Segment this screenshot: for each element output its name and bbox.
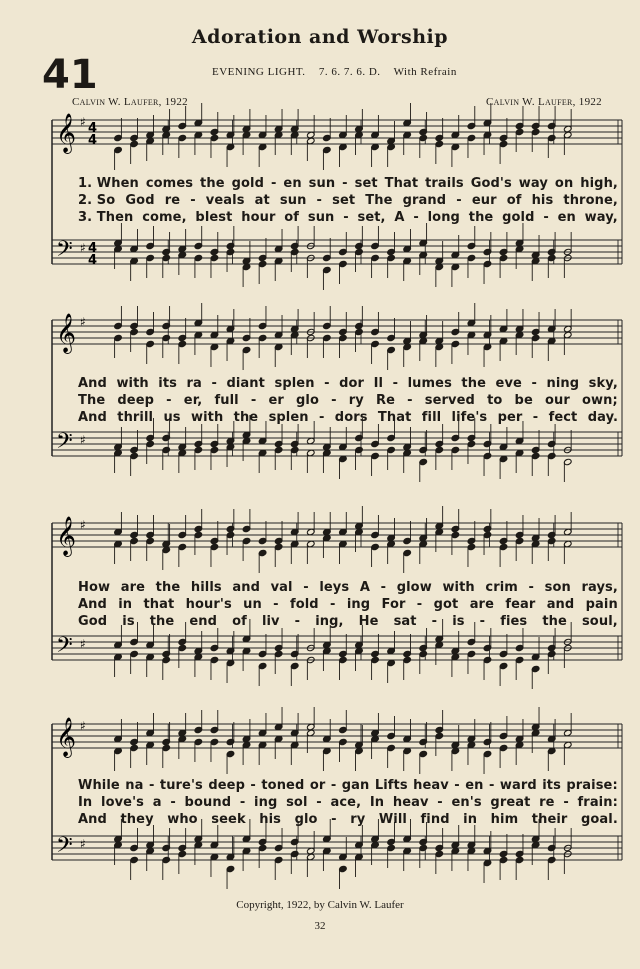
lyric-syllable: son bbox=[544, 580, 571, 595]
lyric-syllable: with bbox=[442, 580, 475, 595]
sharp-icon: ♯ bbox=[80, 719, 86, 733]
lyric-syllable: glo bbox=[294, 812, 318, 827]
lyric-syllable: hour bbox=[241, 210, 276, 225]
lyric-syllable: of bbox=[506, 193, 522, 208]
lyric-syllable: the bbox=[200, 176, 225, 191]
lyric-syllable: In bbox=[369, 795, 385, 810]
lyric-syllable: en bbox=[557, 210, 576, 225]
lyric-syllable: and bbox=[546, 597, 575, 612]
lyric-syllable: seek bbox=[211, 812, 246, 827]
lyric-syllable: served bbox=[424, 393, 475, 408]
lyric-syllable: to bbox=[487, 393, 503, 408]
lyric-syllable: high, bbox=[580, 176, 618, 191]
lyric-syllable: How bbox=[78, 580, 111, 595]
lyric-syllable: they bbox=[120, 812, 154, 827]
lyric-syllable: In bbox=[78, 795, 93, 810]
lyric-syllable: grand bbox=[402, 193, 447, 208]
lyric-syllable: his bbox=[259, 812, 282, 827]
lyric-syllable: - bbox=[211, 376, 217, 391]
refrain-note: With Refrain bbox=[393, 66, 457, 78]
sharp-icon: ♯ bbox=[80, 315, 86, 329]
lyric-syllable: er bbox=[268, 393, 284, 408]
lyric-syllable: - bbox=[413, 210, 419, 225]
lyric-syllable: fear bbox=[505, 597, 536, 612]
lyric-syllable: with bbox=[190, 410, 224, 425]
lyric-syllable: - bbox=[148, 778, 155, 793]
sharp-icon: ♯ bbox=[80, 518, 86, 532]
time-signature-bottom: 4 bbox=[88, 253, 98, 268]
lyric-syllable: 3. Then bbox=[78, 210, 134, 225]
section-title: Adoration and Worship bbox=[191, 26, 449, 48]
lyric-syllable: sun bbox=[308, 176, 336, 191]
lyric-syllable: - bbox=[324, 376, 330, 391]
lyric-syllable: That bbox=[384, 176, 419, 191]
lyric-syllable: en bbox=[465, 778, 484, 793]
lyric-syllable: comes bbox=[145, 176, 194, 191]
lyric-syllable: Lifts bbox=[374, 778, 408, 793]
lyric-syllable: way, bbox=[584, 210, 618, 225]
lyric-syllable: - bbox=[528, 580, 535, 595]
lyric-syllable: - bbox=[316, 795, 322, 810]
lyric-syllable: - bbox=[331, 393, 337, 408]
lyric-syllable: are bbox=[120, 580, 146, 595]
lyric-syllable: en's bbox=[451, 795, 482, 810]
lyric-syllable: God bbox=[125, 193, 155, 208]
lyric-syllable: deep bbox=[117, 393, 155, 408]
lyric-syllable: ing bbox=[346, 597, 371, 612]
lyric-syllable: - bbox=[456, 193, 462, 208]
bass-clef-icon: 𝄢 bbox=[56, 237, 73, 267]
sharp-icon: ♯ bbox=[80, 241, 86, 255]
lyric-line bbox=[78, 376, 618, 391]
bass-clef-icon: 𝄢 bbox=[56, 833, 73, 863]
lyric-syllable: its bbox=[542, 778, 561, 793]
lyric-syllable: set bbox=[332, 193, 356, 208]
lyric-syllable: crim bbox=[485, 580, 518, 595]
lyric-syllable: deep bbox=[208, 778, 245, 793]
lyric-syllable: ward bbox=[499, 778, 537, 793]
lyric-syllable: bound bbox=[184, 795, 232, 810]
lyric-syllable: diant bbox=[226, 376, 265, 391]
lyric-syllable: The bbox=[365, 193, 393, 208]
lyric-syllable: the bbox=[542, 614, 567, 629]
lyric-syllable: en bbox=[283, 176, 302, 191]
lyric-syllable: love's bbox=[101, 795, 145, 810]
lyric-syllable: - bbox=[330, 597, 336, 612]
lyric-syllable: its bbox=[158, 376, 178, 391]
lyric-syllable: day. bbox=[587, 410, 618, 425]
lyric-syllable: sol bbox=[286, 795, 308, 810]
lyric-syllable: heav bbox=[392, 795, 429, 810]
lyric-syllable: sun bbox=[307, 210, 335, 225]
lyric-syllable: and bbox=[232, 580, 260, 595]
sharp-icon: ♯ bbox=[80, 837, 86, 851]
music-credit: Calvin W. Laufer, 1922 bbox=[486, 96, 602, 108]
lyric-syllable: - bbox=[273, 597, 279, 612]
lyric-syllable: splen bbox=[268, 410, 309, 425]
lyric-syllable: - bbox=[316, 193, 323, 208]
sharp-icon: ♯ bbox=[80, 115, 86, 129]
lyric-syllable: - bbox=[303, 580, 309, 595]
lyric-line bbox=[78, 580, 618, 595]
lyric-syllable: set, bbox=[357, 210, 386, 225]
lyric-syllable: in bbox=[118, 597, 133, 612]
lyric-syllable: at bbox=[254, 193, 270, 208]
lyric-syllable: trails bbox=[425, 176, 464, 191]
lyric-syllable: toned bbox=[261, 778, 305, 793]
lyric-syllable: praise: bbox=[566, 778, 618, 793]
lyric-syllable: - bbox=[294, 614, 301, 629]
lyric-syllable: goal. bbox=[581, 812, 618, 827]
bass-clef-icon: 𝄢 bbox=[56, 633, 73, 663]
lyric-syllable: ra bbox=[186, 376, 202, 391]
lyric-syllable: - bbox=[488, 778, 495, 793]
lyric-syllable: fold bbox=[289, 597, 319, 612]
treble-clef-icon: 𝄞 bbox=[56, 313, 77, 353]
meter: 7. 6. 7. 6. D. bbox=[318, 66, 381, 78]
treble-clef-icon: 𝄞 bbox=[56, 113, 77, 153]
lyric-syllable: hills bbox=[190, 580, 222, 595]
lyric-syllable: ry bbox=[350, 812, 366, 827]
lyric-syllable: un bbox=[243, 597, 262, 612]
lyric-syllable: our bbox=[545, 393, 570, 408]
lyric-syllable: life's bbox=[451, 410, 488, 425]
lyric-line bbox=[78, 795, 618, 810]
words-credit: Calvin W. Laufer, 1922 bbox=[72, 96, 188, 108]
lyric-syllable: long bbox=[427, 210, 460, 225]
lyric-syllable: splen bbox=[274, 376, 315, 391]
lyric-syllable: A bbox=[359, 580, 370, 595]
lyric-syllable: or bbox=[309, 778, 326, 793]
lyric-syllable: - bbox=[543, 210, 549, 225]
lyric-syllable: fies bbox=[500, 614, 528, 629]
lyric-syllable: who bbox=[167, 812, 198, 827]
lyric-syllable: - bbox=[250, 393, 257, 408]
hymn-number: 41 bbox=[42, 52, 98, 98]
lyric-syllable: is bbox=[122, 614, 135, 629]
lyric-line bbox=[78, 614, 618, 629]
lyric-syllable: - bbox=[270, 176, 277, 191]
lyric-syllable: of bbox=[232, 614, 247, 629]
sharp-icon: ♯ bbox=[80, 433, 86, 447]
lyric-syllable: gan bbox=[341, 778, 370, 793]
lyric-syllable: eve bbox=[495, 376, 522, 391]
lyric-syllable: God's bbox=[470, 176, 512, 191]
time-signature-top: 4 bbox=[88, 241, 98, 256]
lyric-line bbox=[78, 210, 618, 225]
treble-clef-icon: 𝄞 bbox=[56, 516, 77, 556]
lyric-syllable: fect bbox=[548, 410, 578, 425]
lyric-syllable: gold bbox=[502, 210, 535, 225]
lyric-syllable: - bbox=[407, 393, 413, 408]
lyric-line bbox=[78, 410, 618, 425]
bass-clef-icon: 𝄢 bbox=[56, 429, 73, 459]
lyric-syllable: And bbox=[78, 410, 107, 425]
lyric-syllable: great bbox=[490, 795, 531, 810]
lyric-syllable: leys bbox=[319, 580, 350, 595]
lyric-syllable: na bbox=[125, 778, 144, 793]
lyric-syllable: sun bbox=[279, 193, 307, 208]
lyric-syllable: gold bbox=[231, 176, 264, 191]
lyric-syllable: dors bbox=[334, 410, 368, 425]
lyric-syllable: 2. So bbox=[78, 193, 116, 208]
lyric-syllable: - bbox=[431, 614, 438, 629]
lyric-syllable: throne, bbox=[563, 193, 618, 208]
lyric-syllable: ing, bbox=[315, 614, 344, 629]
lyric-syllable: is bbox=[452, 614, 465, 629]
lyric-syllable: - bbox=[392, 376, 399, 391]
lyric-syllable: ace, bbox=[330, 795, 362, 810]
lyric-syllable: own; bbox=[582, 393, 618, 408]
lyric-syllable: - bbox=[342, 176, 348, 191]
lyric-syllable: Il bbox=[373, 376, 384, 391]
lyric-syllable: his bbox=[531, 193, 554, 208]
lyric-syllable: - bbox=[380, 580, 387, 595]
lyric-syllable: - bbox=[343, 210, 349, 225]
lyric-syllable: God bbox=[78, 614, 108, 629]
lyric-syllable: full bbox=[214, 393, 239, 408]
lyric-syllable: set bbox=[354, 176, 378, 191]
lyric-syllable: come, bbox=[142, 210, 187, 225]
lyric-syllable: - bbox=[416, 597, 423, 612]
lyric-syllable: val bbox=[270, 580, 293, 595]
lyric-line bbox=[78, 597, 618, 612]
lyric-syllable: A bbox=[394, 210, 405, 225]
lyric-syllable: re bbox=[539, 795, 555, 810]
lyric-syllable: - bbox=[531, 376, 537, 391]
lyric-syllable: ry bbox=[348, 393, 364, 408]
lyric-line bbox=[78, 812, 618, 827]
lyric-syllable: - bbox=[190, 193, 196, 208]
lyric-syllable: us bbox=[163, 410, 181, 425]
lyric-syllable: - bbox=[250, 778, 256, 793]
lyric-syllable: fill bbox=[421, 410, 442, 425]
lyric-syllable: glow bbox=[396, 580, 432, 595]
lyric-syllable: And bbox=[78, 812, 107, 827]
lyric-syllable: er, bbox=[183, 393, 203, 408]
lyric-syllable: pain bbox=[585, 597, 618, 612]
lyric-syllable: him bbox=[490, 812, 519, 827]
lyric-syllable: the bbox=[461, 376, 487, 391]
lyric-syllable: ning bbox=[546, 376, 580, 391]
lyric-syllable: the bbox=[233, 410, 259, 425]
lyric-syllable: - bbox=[563, 795, 569, 810]
lyric-syllable: heav bbox=[413, 778, 449, 793]
lyric-syllable: of bbox=[284, 210, 300, 225]
lyric-syllable: While bbox=[78, 778, 120, 793]
lyric-syllable: blest bbox=[195, 210, 233, 225]
lyric-syllable: frain: bbox=[577, 795, 618, 810]
lyric-line bbox=[78, 393, 618, 408]
lyric-syllable: sat bbox=[393, 614, 417, 629]
lyric-syllable: the bbox=[468, 210, 494, 225]
time-signature-bottom: 4 bbox=[88, 133, 98, 148]
lyric-syllable: per bbox=[497, 410, 523, 425]
lyric-syllable: The bbox=[78, 393, 106, 408]
lyric-syllable: are bbox=[469, 597, 494, 612]
lyric-syllable: Will bbox=[378, 812, 407, 827]
lyric-syllable: veals bbox=[205, 193, 245, 208]
lyric-syllable: - bbox=[532, 410, 539, 425]
lyric-syllable: be bbox=[514, 393, 533, 408]
lyric-syllable: - bbox=[479, 614, 486, 629]
lyric-syllable: ture's bbox=[159, 778, 203, 793]
lyric-syllable: eur bbox=[471, 193, 497, 208]
lyric-syllable: rays, bbox=[581, 580, 618, 595]
lyric-syllable: And bbox=[78, 376, 107, 391]
lyric-syllable: - bbox=[330, 778, 337, 793]
lyric-syllable: - bbox=[331, 812, 337, 827]
lyric-syllable: the bbox=[149, 614, 175, 629]
lyric-line bbox=[78, 778, 618, 793]
lyric-syllable: 1. When bbox=[78, 176, 139, 191]
lyric-syllable: - bbox=[437, 795, 443, 810]
lyric-syllable: that bbox=[143, 597, 175, 612]
lyric-syllable: a bbox=[152, 795, 162, 810]
lyric-syllable: - bbox=[170, 795, 176, 810]
lyric-syllable: on bbox=[554, 176, 574, 191]
page-number: 32 bbox=[314, 920, 326, 932]
lyric-syllable: soul, bbox=[581, 614, 618, 629]
lyric-syllable: glo bbox=[296, 393, 320, 408]
lyric-syllable: - bbox=[239, 795, 246, 810]
lyric-syllable: liv bbox=[261, 614, 280, 629]
lyric-line bbox=[78, 176, 618, 191]
time-signature-top: 4 bbox=[88, 121, 98, 136]
lyric-syllable: dor bbox=[339, 376, 365, 391]
lyric-syllable: hour's bbox=[185, 597, 232, 612]
treble-clef-icon: 𝄞 bbox=[56, 717, 77, 757]
lyric-syllable: in bbox=[463, 812, 478, 827]
lyric-syllable: with bbox=[116, 376, 149, 391]
lyric-syllable: end bbox=[189, 614, 218, 629]
lyric-syllable: lumes bbox=[407, 376, 452, 391]
lyric-syllable: He bbox=[358, 614, 379, 629]
lyric-syllable: way bbox=[518, 176, 548, 191]
copyright-notice: Copyright, 1922, by Calvin W. Laufer bbox=[236, 899, 404, 911]
lyric-syllable: thrill bbox=[117, 410, 154, 425]
lyric-syllable: That bbox=[377, 410, 412, 425]
sharp-icon: ♯ bbox=[80, 637, 86, 651]
lyric-syllable: their bbox=[531, 812, 568, 827]
lyric-syllable: find bbox=[420, 812, 450, 827]
tune-name: EVENING LIGHT. bbox=[212, 66, 306, 78]
lyric-syllable: sky, bbox=[588, 376, 618, 391]
lyric-syllable: - bbox=[166, 393, 172, 408]
lyric-line bbox=[78, 193, 618, 208]
lyric-syllable: the bbox=[155, 580, 181, 595]
lyric-syllable: - bbox=[454, 778, 460, 793]
lyric-syllable: ing bbox=[254, 795, 278, 810]
lyric-syllable: Re bbox=[375, 393, 396, 408]
lyric-syllable: re bbox=[164, 193, 181, 208]
lyric-syllable: - bbox=[318, 410, 325, 425]
lyric-syllable: For bbox=[381, 597, 406, 612]
lyric-syllable: And bbox=[78, 597, 107, 612]
lyric-syllable: got bbox=[433, 597, 459, 612]
